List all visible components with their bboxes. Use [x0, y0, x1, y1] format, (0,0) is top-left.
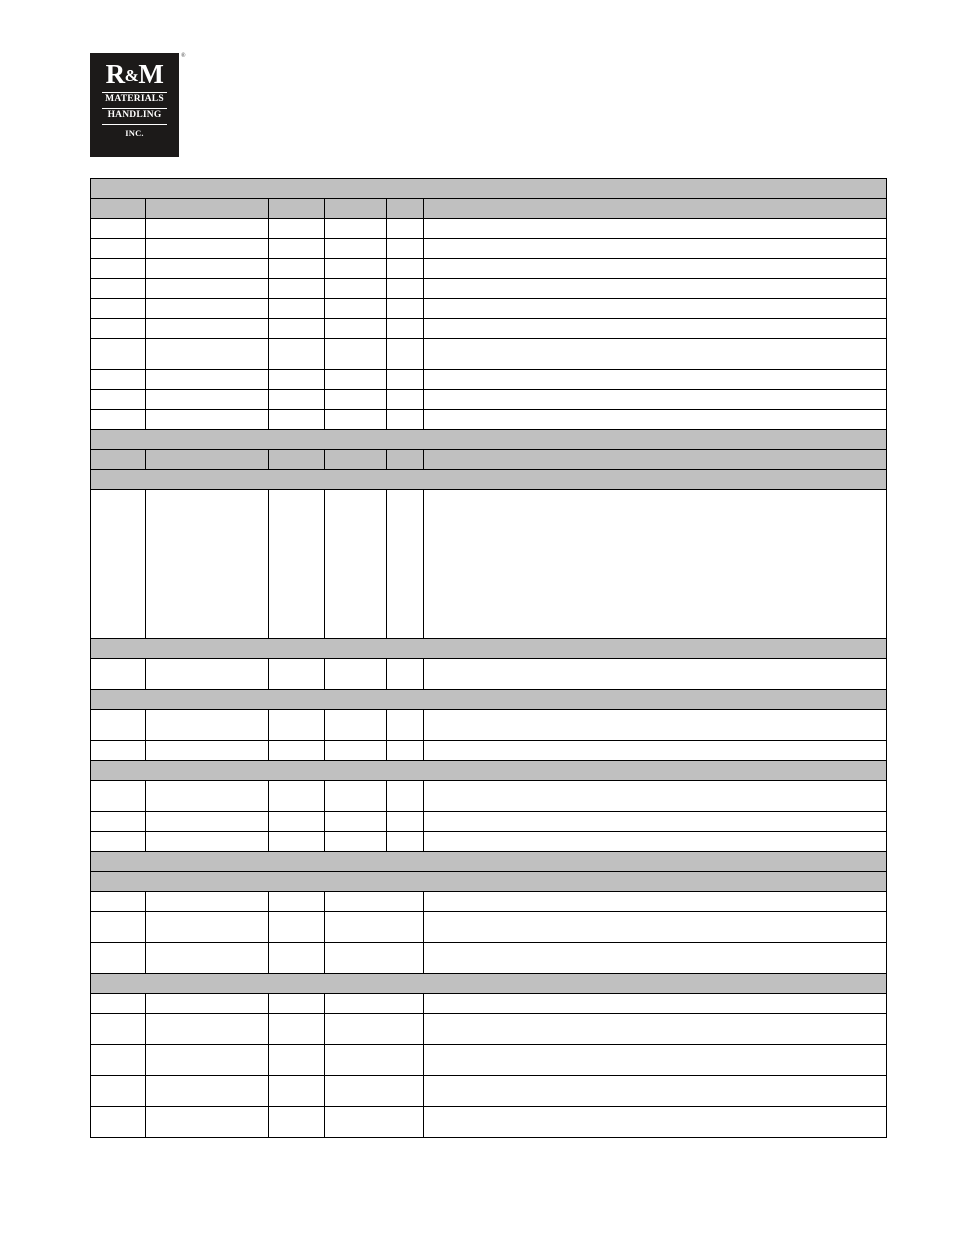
subsection-band: [91, 761, 887, 781]
header-cell: [269, 450, 325, 470]
header-cell: [325, 450, 387, 470]
header-cell: [387, 199, 424, 219]
table-row: [91, 741, 887, 761]
table-row: [91, 994, 887, 1014]
table-row: [91, 1045, 887, 1076]
band-cell: [91, 974, 887, 994]
table-row: [91, 279, 887, 299]
header-cell: [325, 199, 387, 219]
table-row: [91, 490, 887, 639]
band-cell: [91, 852, 887, 872]
logo-rule: [102, 124, 167, 125]
table-row: [91, 710, 887, 741]
table-row: [91, 339, 887, 370]
subsection-band: [91, 690, 887, 710]
subsection-band: [91, 639, 887, 659]
subsection-band: [91, 872, 887, 892]
table-row: [91, 410, 887, 430]
header-cell: [146, 199, 269, 219]
subsection-band: [91, 470, 887, 490]
table-row: [91, 912, 887, 943]
table-row: [91, 370, 887, 390]
table-row: [91, 659, 887, 690]
logo-line-inc: INC.: [125, 128, 144, 138]
logo-line-handling: HANDLING: [107, 110, 162, 120]
table-row: [91, 1107, 887, 1138]
header-cell: [424, 199, 887, 219]
table-row: [91, 299, 887, 319]
company-logo: [90, 53, 179, 157]
header-cell: [269, 199, 325, 219]
band-cell: [91, 639, 887, 659]
band-cell: [91, 690, 887, 710]
header-cell: [387, 450, 424, 470]
table-row: [91, 832, 887, 852]
table-row: [91, 319, 887, 339]
registered-mark: ®: [181, 53, 186, 59]
logo-line-materials: MATERIALS: [105, 94, 164, 104]
section-band: [91, 179, 887, 199]
band-cell: [91, 179, 887, 199]
table-row: [91, 1076, 887, 1107]
logo-brand: R&M: [105, 59, 164, 89]
table-row: [91, 390, 887, 410]
band-cell: [91, 761, 887, 781]
table-row: [91, 781, 887, 812]
header-cell: [91, 199, 146, 219]
header-row: [91, 199, 887, 219]
subsection-band: [91, 974, 887, 994]
section-band: [91, 852, 887, 872]
table-row: [91, 1014, 887, 1045]
band-cell: [91, 470, 887, 490]
band-cell: [91, 872, 887, 892]
table-row: [91, 219, 887, 239]
header-cell: [424, 450, 887, 470]
table-row: [91, 239, 887, 259]
table-row: [91, 892, 887, 912]
band-cell: [91, 430, 887, 450]
header-cell: [91, 450, 146, 470]
table-row: [91, 943, 887, 974]
parts-table: [90, 178, 887, 1138]
section-band: [91, 430, 887, 450]
header-cell: [146, 450, 269, 470]
table-row: [91, 259, 887, 279]
table-row: [91, 812, 887, 832]
header-row: [91, 450, 887, 470]
